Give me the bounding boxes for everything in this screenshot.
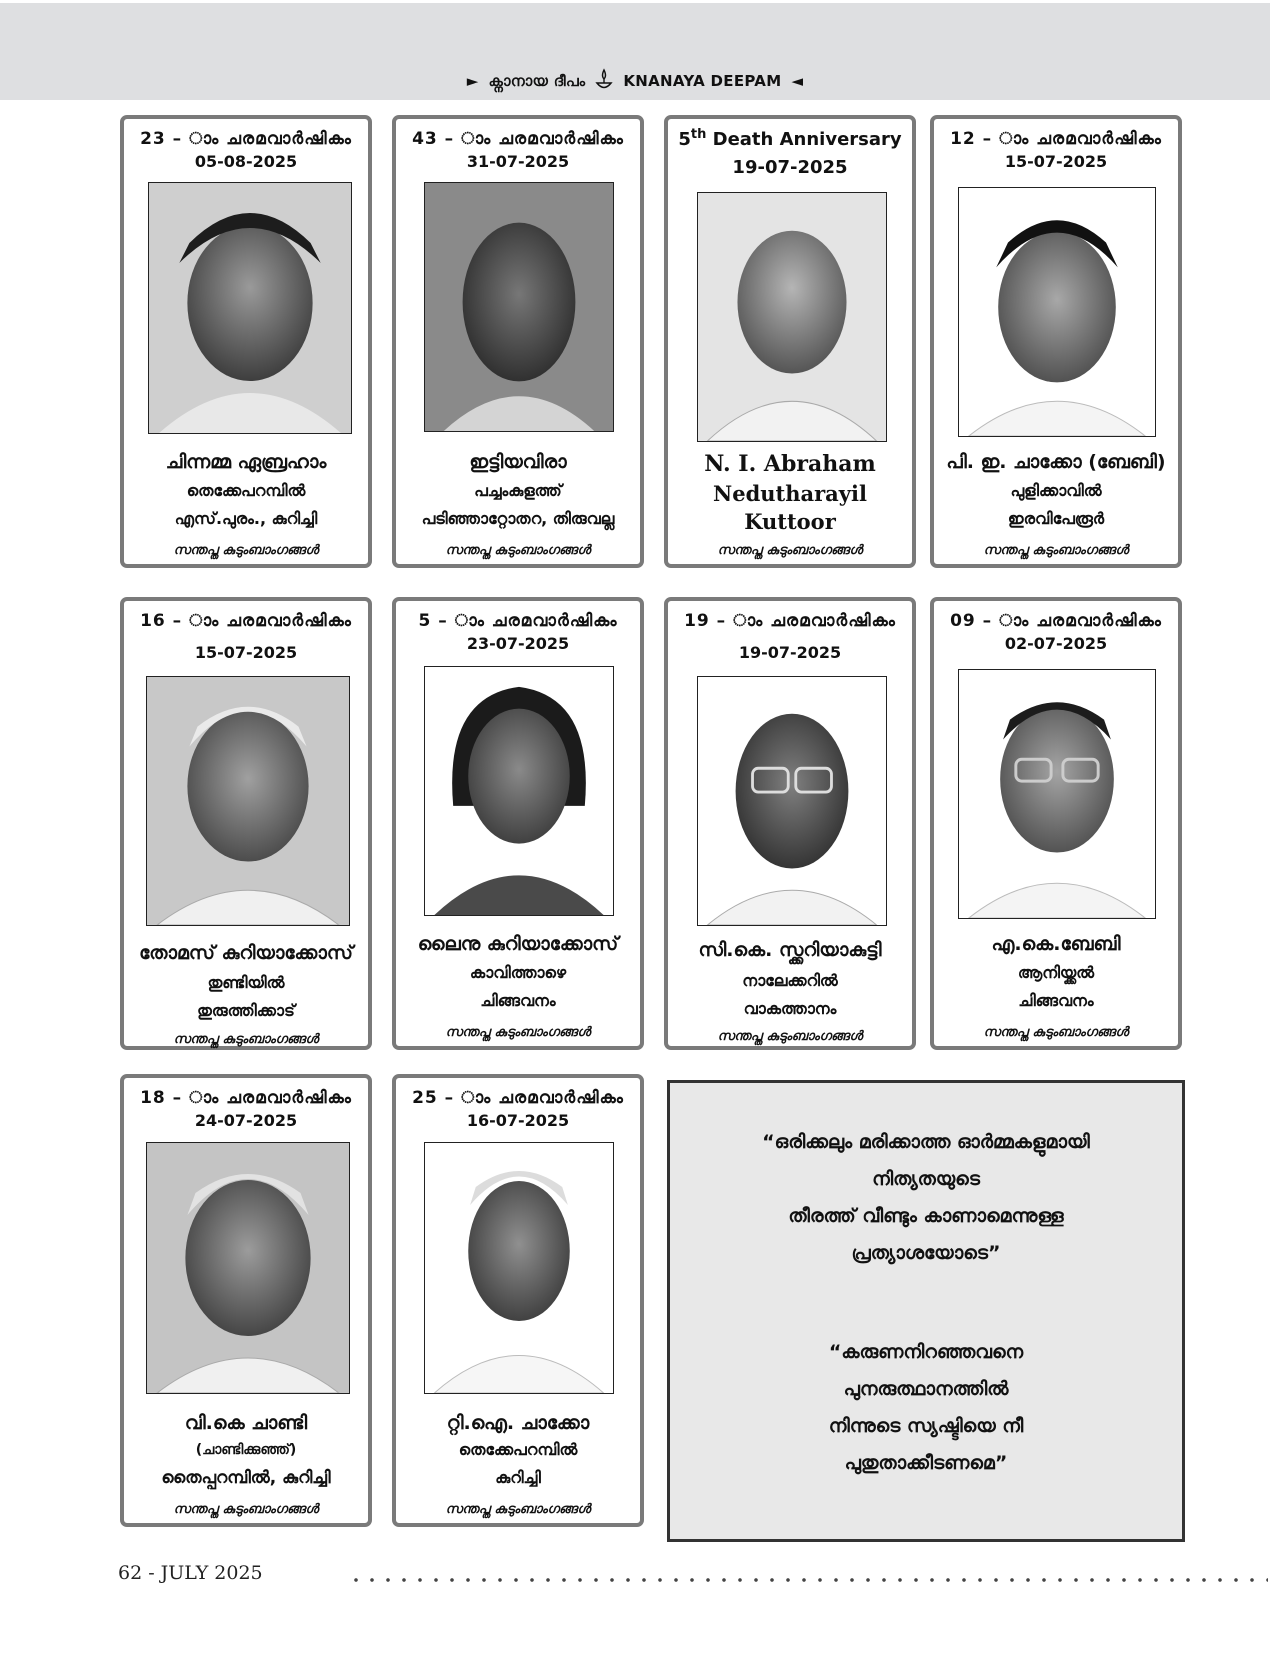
quote-block-2: [670, 1334, 1182, 1482]
house-name: നാലേക്കറിൽ: [742, 971, 838, 990]
portrait-photo: [424, 666, 614, 916]
place-name: ഇരവിപേരൂർ: [1007, 509, 1105, 528]
anniversary-title: 12 – ാം ചരമവാർഷികം: [950, 129, 1162, 149]
deceased-name: വി.കെ ചാണ്ടി: [184, 1412, 308, 1434]
dotted-rule: [348, 1578, 1268, 1582]
quote-line: “ഒരിക്കലും മരിക്കാത്ത ഓർമ്മകളുമായി: [762, 1131, 1090, 1153]
anniversary-date: 15-07-2025: [1004, 152, 1108, 171]
header-english-title: KNANAYA DEEPAM: [623, 72, 782, 90]
memorial-card: [664, 115, 916, 568]
quote-line: തീരത്ത് വീണ്ടും കാണാമെന്നുള്ള: [788, 1205, 1064, 1227]
anniversary-date: 15-07-2025: [194, 643, 298, 662]
memorial-card: [120, 597, 372, 1050]
anniversary-title: 23 – ാം ചരമവാർഷികം: [140, 129, 352, 149]
anniversary-title: 16 – ാം ചരമവാർഷികം: [140, 611, 352, 631]
house-name: ആനിയ്ക്കൽ: [1017, 963, 1095, 982]
place-name: ചിങ്ങവനം: [1018, 991, 1094, 1010]
memorial-card: [392, 597, 644, 1050]
portrait-photo: [958, 669, 1156, 919]
anniversary-title: 25 – ാം ചരമവാർഷികം: [412, 1088, 624, 1108]
house-name: കാവിത്താഴെ: [469, 963, 567, 982]
family-signature: സന്തപ്ത കുടുംബാംഗങ്ങൾ: [445, 1502, 591, 1517]
anniversary-date: 19-07-2025: [732, 157, 848, 178]
portrait-photo: [697, 676, 887, 926]
memorial-card: [930, 115, 1182, 568]
family-signature: സന്തപ്ത കുടുംബാംഗങ്ങൾ: [173, 1502, 319, 1517]
place-name: Kuttoor: [744, 509, 836, 534]
family-signature: സന്തപ്ത കുടുംബാംഗങ്ങൾ: [717, 543, 863, 558]
anniversary-title: 19 – ാം ചരമവാർഷികം: [684, 611, 896, 631]
portrait-photo: [146, 1142, 350, 1394]
quote-line: പുതുതാക്കീടണമെ”: [844, 1452, 1008, 1474]
anniversary-date: 31-07-2025: [466, 152, 570, 171]
anniversary-date: 19-07-2025: [738, 643, 842, 662]
quote-line: പ്രത്യാശയോടെ”: [851, 1242, 1001, 1264]
deceased-name: N. I. Abraham: [704, 451, 876, 477]
family-signature: സന്തപ്ത കുടുംബാംഗങ്ങൾ: [445, 1025, 591, 1040]
memorial-card: [120, 115, 372, 568]
right-arrow-icon: ►: [466, 72, 479, 90]
deceased-name: ഇട്ടിയവിരാ: [469, 451, 567, 473]
portrait-photo: [958, 187, 1156, 437]
quote-line: നിന്നുടെ സ്യഷ്ടിയെ നീ: [828, 1415, 1024, 1437]
house-name: തുണ്ടിയിൽ: [207, 973, 285, 992]
portrait-photo: [424, 182, 614, 432]
place-name: പടിഞ്ഞാറ്റോതറ, തിരുവല്ല: [421, 509, 615, 528]
anniversary-title: 43 – ാം ചരമവാർഷികം: [412, 129, 624, 149]
house-name: തെക്കേപറമ്പിൽ: [186, 481, 306, 500]
house-name: തെക്കേപറമ്പിൽ: [458, 1440, 578, 1459]
memorial-card: [392, 1074, 644, 1527]
quote-line: “കരുണനിറഞ്ഞവനെ: [828, 1341, 1024, 1363]
deceased-name: എ.കെ.ബേബി: [991, 933, 1121, 955]
place-name: തുരുത്തിക്കാട്: [197, 1001, 295, 1020]
memorial-card: [930, 597, 1182, 1050]
family-signature: സന്തപ്ത കുടുംബാംഗങ്ങൾ: [173, 1032, 319, 1047]
portrait-photo: [148, 182, 352, 434]
house-name: Nedutharayil: [713, 481, 867, 506]
place-name: ചിങ്ങവനം: [480, 991, 556, 1010]
anniversary-title: 09 – ാം ചരമവാർഷികം: [950, 611, 1162, 631]
place-name: കുറിച്ചി: [495, 1468, 541, 1487]
portrait-photo: [146, 676, 350, 926]
quote-line: നിത്യതയുടെ: [872, 1168, 980, 1190]
memorial-card: [664, 597, 916, 1050]
anniversary-title: 18 – ാം ചരമവാർഷികം: [140, 1088, 352, 1108]
page-number: 62 - JULY 2025: [118, 1562, 263, 1584]
anniversary-date: 02-07-2025: [1004, 634, 1108, 653]
deceased-name: ലൈനു കുറിയാക്കോസ്: [417, 933, 619, 955]
portrait-photo: [697, 192, 887, 442]
family-signature: സന്തപ്ത കുടുംബാംഗങ്ങൾ: [445, 543, 591, 558]
anniversary-date: 16-07-2025: [466, 1111, 570, 1130]
house-name: പുളിക്കാവിൽ: [1010, 481, 1102, 500]
deceased-name: സി.കെ. സ്ക്കറിയാകുട്ടി: [698, 939, 882, 961]
anniversary-date: 23-07-2025: [466, 634, 570, 653]
place-name: വാകത്താനം: [743, 999, 837, 1018]
family-signature: സന്തപ്ത കുടുംബാംഗങ്ങൾ: [173, 543, 319, 558]
quote-line: പുനരുത്ഥാനത്തിൽ: [843, 1378, 1009, 1400]
anniversary-date: 05-08-2025: [194, 152, 298, 171]
memorial-card: [392, 115, 644, 568]
family-signature: സന്തപ്ത കുടുംബാംഗങ്ങൾ: [983, 1025, 1129, 1040]
portrait-photo: [424, 1142, 614, 1394]
house-name: പച്ചംകുളത്ത്: [474, 481, 562, 500]
anniversary-title: 5 – ാം ചരമവാർഷികം: [418, 611, 618, 631]
header-malayalam-title: ക്നാനായ ദീപം: [488, 72, 586, 90]
family-signature: സന്തപ്ത കുടുംബാംഗങ്ങൾ: [983, 543, 1129, 558]
quote-box: [667, 1080, 1185, 1542]
place-name: തൈപ്പറമ്പിൽ, കുറിച്ചി: [161, 1468, 331, 1488]
anniversary-title: 5th Death Anniversary: [678, 127, 902, 150]
deceased-name: റ്റി.ഐ. ചാക്കോ: [446, 1412, 590, 1434]
house-name: (ചാണ്ടിക്കുഞ്ഞ്): [195, 1442, 297, 1458]
place-name: എസ്.പുരം., കുറിച്ചി: [174, 509, 318, 528]
anniversary-date: 24-07-2025: [194, 1111, 298, 1130]
family-signature: സന്തപ്ത കുടുംബാംഗങ്ങൾ: [717, 1029, 863, 1044]
deceased-name: തോമസ് കുറിയാക്കോസ്: [139, 942, 353, 964]
quote-block-1: [670, 1124, 1182, 1272]
deceased-name: പി. ഇ. ചാക്കോ (ബേബി): [946, 451, 1166, 473]
deceased-name: ചിന്നമ്മ ഏബ്രഹാം: [165, 451, 327, 473]
left-arrow-icon: ◄: [791, 72, 804, 90]
oil-lamp-icon: [595, 68, 613, 94]
magazine-header: [0, 68, 1270, 94]
memorial-card: [120, 1074, 372, 1527]
